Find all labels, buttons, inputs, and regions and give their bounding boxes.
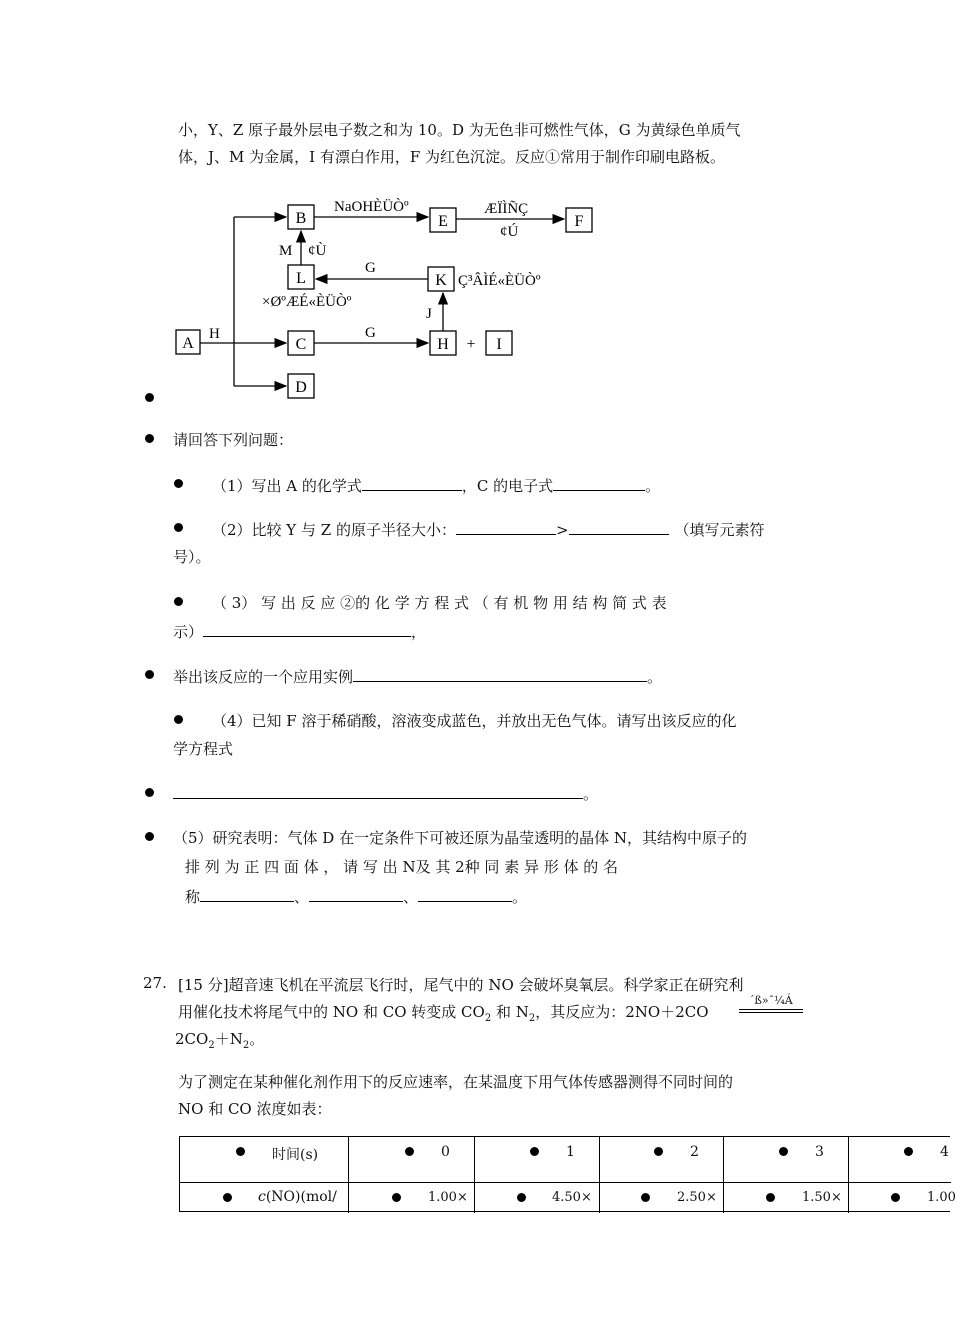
node-i: I [496, 336, 502, 353]
q4-text-a: （4）已知 F 溶于稀硝酸，溶液变成蓝色，并放出无色气体。请写出该反应的化 [212, 712, 737, 730]
q3-app-end: 。 [647, 668, 663, 686]
q5-text-a: （5）研究表明：气体 D 在一定条件下可被还原为晶莹透明的晶体 N，其结构中原子的 [173, 829, 748, 847]
q5-text-b: 排 列 为 正 四 面 体 ， 请 写 出 N及 其 2种 同 素 异 形 体 的 名 [185, 858, 619, 876]
table-header-1: 1 [566, 1144, 575, 1160]
question-2 [212, 518, 765, 540]
node-k: K [435, 272, 447, 289]
answer-blank[interactable] [418, 885, 512, 902]
concentration-table [179, 1136, 956, 1212]
q27-line2-b: 和 N [491, 1003, 529, 1021]
label-g-1: G [365, 260, 376, 276]
table-header-2: 2 [690, 1144, 699, 1160]
q27-line2-c: ，其反应为：2NO＋2CO [535, 1003, 709, 1021]
question-5-names [185, 885, 527, 907]
node-h: H [437, 336, 449, 353]
answer-blank[interactable] [553, 474, 645, 491]
bullet [392, 1193, 401, 1202]
answer-blank[interactable] [569, 518, 669, 535]
table-header-0: 0 [441, 1144, 450, 1160]
label-ef-bottom: ¢Ú [500, 224, 519, 240]
q4-text-b: 学方程式 [173, 740, 234, 758]
bullet [174, 597, 183, 606]
bullet [891, 1193, 900, 1202]
label-naoh: NaOHÈÜÒº [334, 199, 409, 215]
q4-end: 。 [583, 785, 599, 803]
q2-text-a: （2）比较 Y 与 Z 的原子半径大小： [212, 521, 456, 539]
node-d: D [295, 379, 307, 396]
table-cell: 2.50× [677, 1190, 717, 1205]
bullet [145, 788, 154, 797]
bullet [145, 832, 154, 841]
q2-text-b: （填写元素符 [674, 521, 765, 539]
table-cell: 4.50× [552, 1190, 592, 1205]
subscript: 2 [528, 1013, 536, 1024]
q1-text-b: ，C 的电子式 [461, 477, 554, 495]
table-cell: 1.00 [927, 1190, 956, 1205]
q27-number: 27. [143, 974, 167, 992]
node-a: A [182, 335, 194, 352]
question-4-answer [173, 782, 598, 804]
table-cell: 1.00× [428, 1190, 468, 1205]
q3-end: ， [411, 623, 427, 641]
bullet [904, 1147, 913, 1156]
bullet [530, 1147, 539, 1156]
question-1 [212, 474, 660, 496]
table-header-4: 4 [940, 1144, 949, 1160]
plus-sign: + [466, 336, 476, 353]
label-ef-top: ÆÏÌÑÇ [484, 201, 529, 217]
reaction-diagram [0, 0, 950, 420]
label-g-2: G [365, 325, 376, 341]
intro-line-2: 体，J、M 为金属，I 有漂白作用，F 为红色沉淀。反应①常用于制作印刷电路板。 [178, 148, 726, 166]
question-3-cont [173, 620, 426, 642]
bullet [145, 434, 154, 443]
bullet [641, 1193, 650, 1202]
q27-line-3 [175, 1028, 264, 1051]
bullet [223, 1193, 232, 1202]
q2-gt: > [555, 521, 569, 539]
label-m: M [279, 243, 293, 259]
subscript: 2 [242, 1040, 250, 1051]
q1-text-a: （1）写出 A 的化学式 [212, 477, 362, 495]
conc-symbol: c [258, 1189, 266, 1205]
bullet [654, 1147, 663, 1156]
answer-blank[interactable] [203, 620, 411, 637]
bullet [779, 1147, 788, 1156]
answer-blank[interactable] [200, 885, 294, 902]
answer-blank[interactable] [309, 885, 403, 902]
q27-line-1: [15 分]超音速飞机在平流层飞行时，尾气中的 NO 会破坏臭氧层。科学家正在研究利 [178, 976, 744, 994]
q1-end: 。 [645, 477, 661, 495]
q27-line3-a: 2CO [175, 1030, 209, 1048]
q5-end: 。 [512, 888, 528, 906]
node-l: L [296, 270, 306, 287]
catalyst-label: ´ß»¯¼Á [749, 994, 793, 1007]
q27-line-2 [178, 1001, 709, 1024]
catalyst-equals-sign [739, 994, 803, 1016]
label-k-suffix: Ç³ÂÌÉ«ÈÜÒº [458, 273, 541, 289]
label-h-arrow: H [209, 326, 220, 342]
label-m-suffix: ¢Ù [308, 243, 327, 259]
bullet [145, 670, 154, 679]
q2-text-c: 号）。 [173, 548, 211, 566]
q27-line3-c: 。 [249, 1030, 265, 1048]
bullet [174, 479, 183, 488]
answer-blank[interactable] [173, 782, 583, 799]
bullet [766, 1193, 775, 1202]
q27-para2-a: 为了测定在某种催化剂作用下的反应速率，在某温度下用气体传感器测得不同时间的 [178, 1073, 734, 1091]
table-header-time: 时间(s) [272, 1147, 319, 1163]
answer-blank[interactable] [353, 665, 647, 682]
q5-sep: 、 [403, 888, 419, 906]
node-f: F [574, 213, 584, 230]
answer-blank[interactable] [362, 474, 462, 491]
q27-para2-b: NO 和 CO 浓度如表： [178, 1100, 332, 1118]
table-header-3: 3 [815, 1144, 824, 1160]
q27-line2-a: 用催化技术将尾气中的 NO 和 CO 转变成 CO [178, 1003, 485, 1021]
subscript: 2 [208, 1040, 215, 1051]
questions-intro: 请回答下列问题： [173, 431, 294, 449]
table-cell: 1.50× [802, 1190, 842, 1205]
bullet [405, 1147, 414, 1156]
answer-blank[interactable] [456, 518, 556, 535]
label-l-below: ×ØºÆÉ«ÈÜÒº [262, 294, 352, 310]
q27-line3-b: ＋N [214, 1030, 243, 1048]
conc-unit: (NO)(mol/ [265, 1189, 337, 1205]
label-j: J [426, 306, 432, 322]
node-c: C [295, 336, 307, 353]
subscript: 2 [484, 1013, 492, 1024]
q5-sep: 、 [294, 888, 310, 906]
q3-text-b: 示） [173, 623, 204, 641]
bullet [145, 393, 154, 402]
q3-text-a: （ 3） 写 出 反 应 ②的 化 学 方 程 式 （ 有 机 物 用 结 构 简 式 表 [212, 594, 667, 612]
node-e: E [438, 213, 448, 230]
node-b: B [295, 210, 307, 227]
table-row-label [258, 1189, 337, 1205]
q5-text-c: 称 [185, 888, 201, 906]
bullet [174, 523, 183, 532]
intro-line-1: 小，Y、Z 原子最外层电子数之和为 10。D 为无色非可燃性气体，G 为黄绿色单质气 [178, 121, 741, 139]
bullet [517, 1193, 526, 1202]
question-3-application [173, 665, 662, 687]
bullet [236, 1147, 245, 1156]
q3-app-text: 举出该反应的一个应用实例 [173, 668, 354, 686]
bullet [174, 715, 183, 724]
